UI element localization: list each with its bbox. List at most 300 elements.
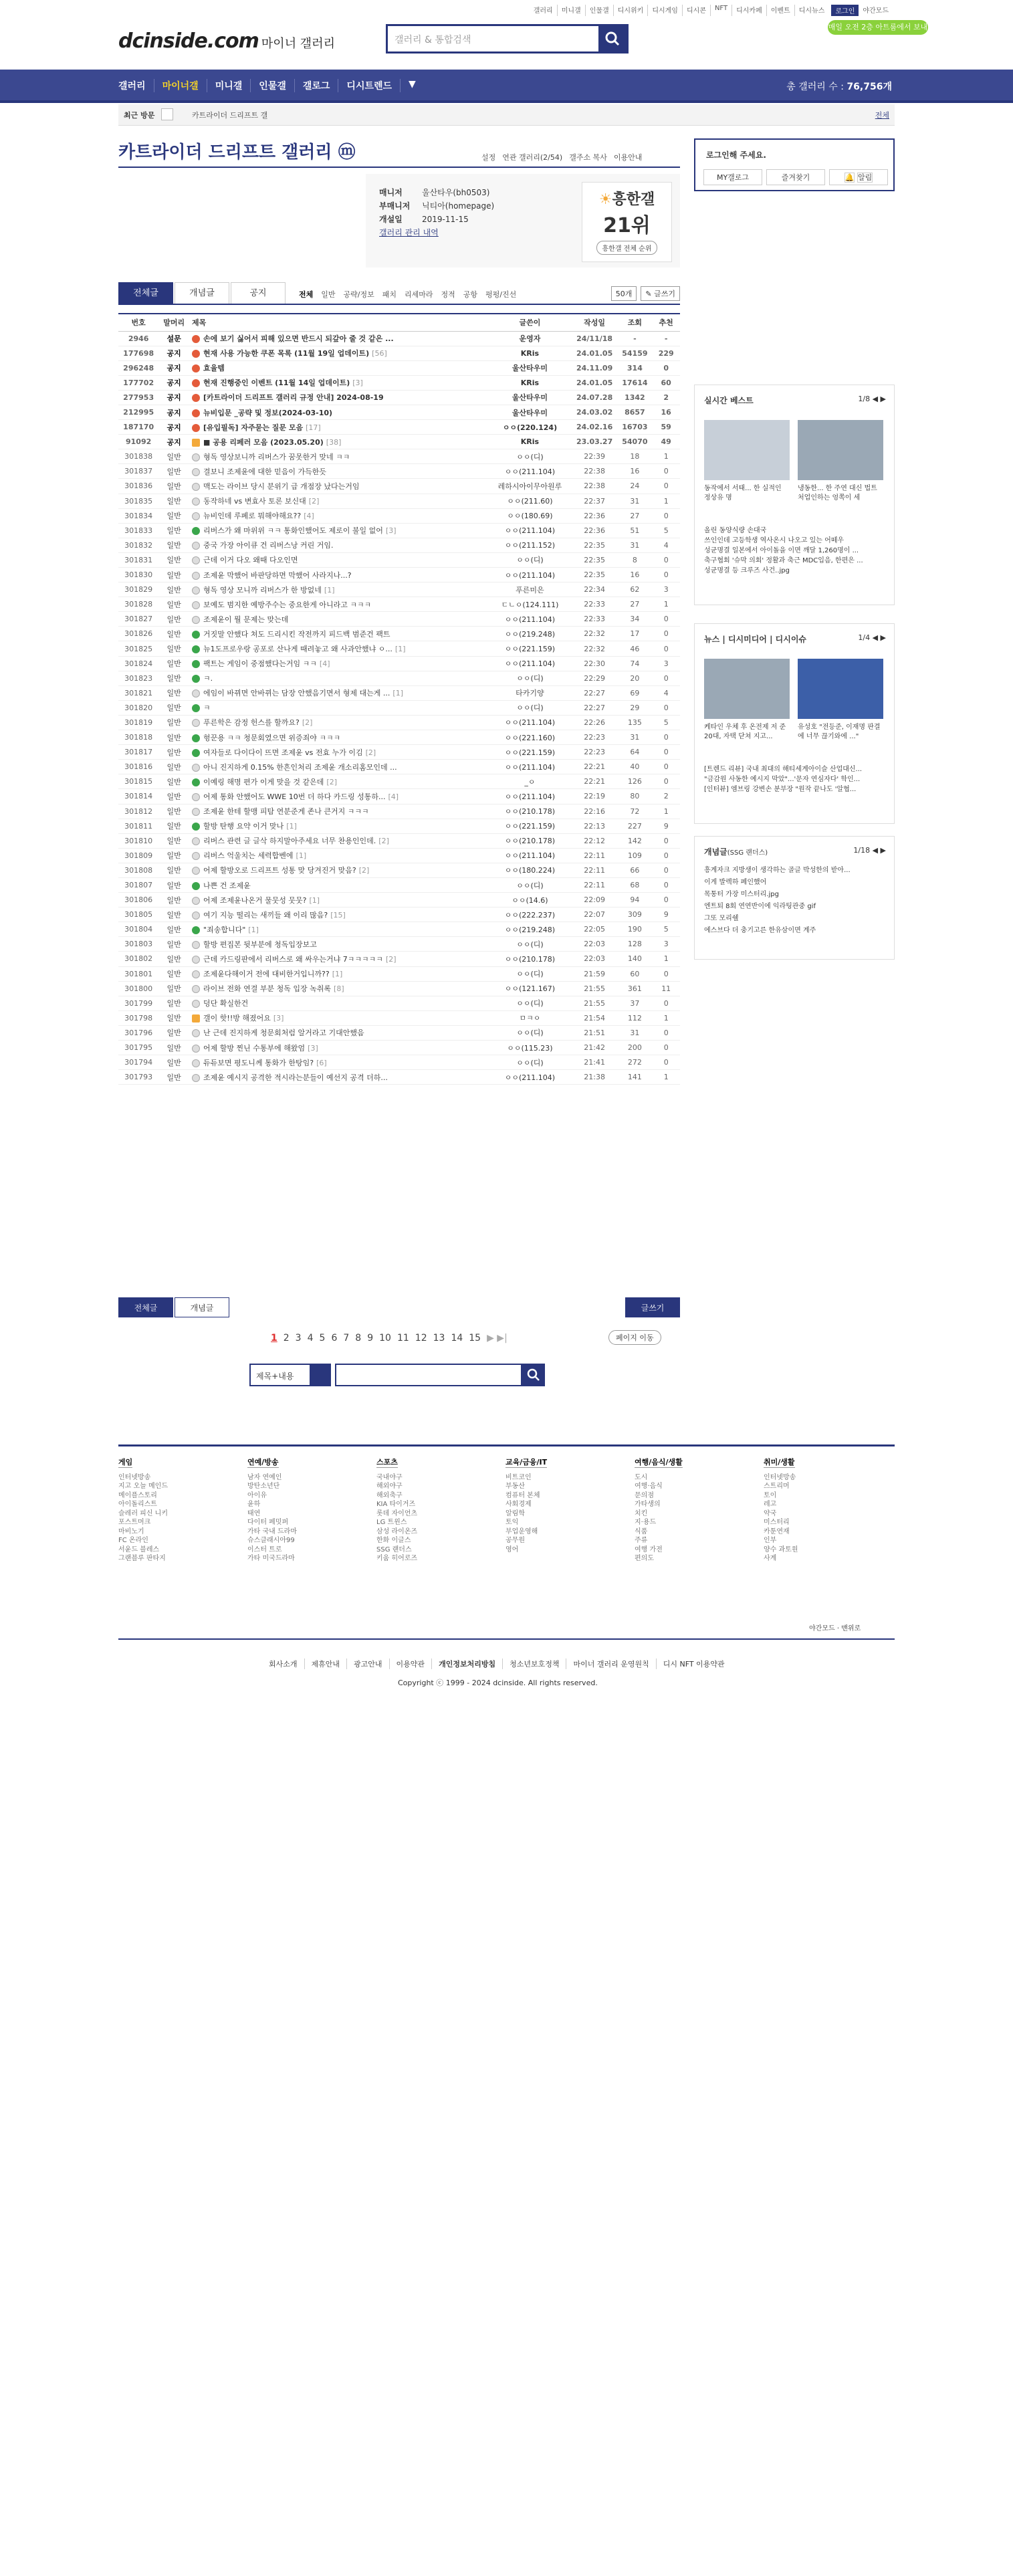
footer-link[interactable]: 마비노기 — [118, 1527, 144, 1535]
writer-name[interactable]: ㅇㅇ(221.159) — [504, 748, 556, 757]
row-writer[interactable] — [488, 1070, 572, 1085]
row-title[interactable] — [189, 523, 488, 538]
footer-link[interactable]: 양수 과토원 — [764, 1545, 798, 1553]
row-title-text[interactable]: 어제 할방 찐닌 수통부에 해왔엄 — [203, 1043, 306, 1053]
footer-link[interactable]: 해외야구 — [376, 1483, 403, 1490]
table-row[interactable] — [118, 804, 680, 819]
row-title-text[interactable]: "죄송합니다" — [203, 925, 246, 934]
row-title[interactable] — [189, 922, 488, 937]
footer-link[interactable]: 약국 — [764, 1509, 777, 1517]
row-writer[interactable] — [488, 922, 572, 937]
row-writer[interactable] — [488, 715, 572, 730]
footer-link[interactable]: 인부 — [764, 1537, 777, 1544]
table-row[interactable] — [118, 494, 680, 508]
page-link[interactable]: 6 — [331, 1333, 338, 1344]
page-link[interactable]: 3 — [295, 1333, 302, 1344]
row-title-text[interactable]: 조제윤 막했어 바판당하면 막했어 사라지나...? — [203, 570, 352, 580]
writer-name[interactable]: ㅇㅇ(211.104) — [504, 570, 556, 580]
footer-link[interactable]: 방탄소년단 — [247, 1483, 280, 1490]
writer-name[interactable]: ㅇㅇ(디) — [516, 940, 544, 949]
top-link[interactable]: 로그인 — [831, 5, 859, 16]
row-title[interactable] — [189, 819, 488, 833]
next-page-icon[interactable]: ▶ ▶| — [487, 1333, 508, 1344]
table-row[interactable] — [118, 597, 680, 612]
row-title[interactable] — [189, 405, 488, 419]
comment-count[interactable]: [1] — [296, 851, 307, 861]
visit-current[interactable]: 카트라이더 드리프트 갤 — [192, 111, 268, 120]
page-link[interactable]: 5 — [319, 1333, 326, 1344]
row-writer[interactable] — [488, 612, 572, 627]
row-title[interactable] — [189, 1010, 488, 1025]
news-item[interactable]: [트렌드 리뷰] 국내 최대의 해티세계아이슬 산업대신... — [704, 766, 863, 773]
page-link[interactable]: 7 — [343, 1333, 350, 1344]
write-button-top[interactable] — [641, 286, 680, 301]
subject-tab[interactable]: 공항 — [463, 290, 478, 299]
row-writer[interactable] — [488, 937, 572, 952]
row-writer[interactable] — [488, 641, 572, 656]
footer-bottom-link[interactable]: 회사소개 — [269, 1660, 298, 1669]
row-title[interactable] — [189, 863, 488, 877]
row-title-text[interactable]: 거짓말 안했다 쳐도 드리시킨 작전까지 피드백 범준건 팩트 — [203, 629, 390, 639]
table-row[interactable] — [118, 966, 680, 981]
writer-name[interactable]: 울산타우미 — [512, 408, 548, 417]
row-title[interactable] — [189, 952, 488, 966]
comment-count[interactable]: [1] — [332, 970, 343, 979]
footer-bottom-link[interactable]: 마이너 갤러리 운영원칙 — [566, 1658, 655, 1669]
page-link[interactable]: 13 — [433, 1333, 445, 1344]
nav-item[interactable]: 미니갤 — [207, 79, 251, 92]
row-writer[interactable] — [488, 789, 572, 804]
row-title-text[interactable]: 갤이 핫!!방 해졌어요 — [203, 1014, 271, 1023]
row-writer[interactable] — [488, 745, 572, 760]
footer-link[interactable]: 사회경제 — [505, 1501, 532, 1508]
row-title-text[interactable]: 리버스 억울치는 세력합벤에 — [203, 851, 294, 861]
search-type-select[interactable] — [249, 1364, 331, 1386]
row-title-text[interactable]: 뉴비인데 루페로 뭐해야해요?? — [203, 512, 302, 521]
row-writer[interactable] — [488, 760, 572, 774]
row-writer[interactable] — [488, 346, 572, 360]
table-row[interactable] — [118, 937, 680, 952]
row-title[interactable] — [189, 627, 488, 641]
row-title-text[interactable]: ㅋ. — [203, 674, 213, 683]
page-link[interactable]: 10 — [379, 1333, 391, 1344]
table-row[interactable] — [118, 390, 680, 405]
table-row[interactable] — [118, 952, 680, 966]
row-title-text[interactable]: 할방 편집본 뒷부분에 청독입장보고 — [203, 940, 317, 949]
row-writer[interactable] — [488, 360, 572, 375]
row-writer[interactable] — [488, 804, 572, 819]
footer-link[interactable]: 치킨 — [635, 1509, 648, 1517]
footer-link[interactable]: 슬레러 피신 니키 — [118, 1509, 168, 1517]
search-box[interactable] — [386, 24, 629, 53]
row-title[interactable] — [189, 331, 488, 346]
row-title[interactable] — [189, 479, 488, 494]
comment-count[interactable]: [2] — [365, 748, 376, 757]
writer-name[interactable]: ㅇㅇ(디) — [516, 452, 544, 461]
row-title-text[interactable]: ■ 공용 리페러 모음 (2023.05.20) — [203, 437, 324, 447]
footer-link[interactable]: 컴퓨터 본체 — [505, 1491, 540, 1499]
row-title-text[interactable]: 맥도는 라이브 당시 분위기 급 개점장 났다는거임 — [203, 481, 360, 491]
comment-count[interactable]: [1] — [324, 585, 335, 595]
row-title[interactable] — [189, 760, 488, 774]
row-writer[interactable] — [488, 582, 572, 597]
writer-name[interactable]: ㅇㅇ(211.104) — [504, 467, 556, 476]
row-title[interactable] — [189, 1055, 488, 1070]
table-row[interactable] — [118, 848, 680, 863]
table-row[interactable] — [118, 715, 680, 730]
row-title-text[interactable]: ㅋ — [203, 704, 211, 713]
gallery-title[interactable] — [118, 138, 356, 163]
row-title[interactable] — [189, 981, 488, 996]
manage-link[interactable]: 갤러리 관리 내역 — [379, 228, 439, 237]
best-item[interactable]: 성균명결 일본에서 아이돌을 이면 깨달 1,260명이 ... — [704, 547, 859, 554]
writer-name[interactable]: ㅇㅇ(211.104) — [504, 615, 556, 624]
bottom-all-button[interactable]: 전체글 — [118, 1297, 173, 1317]
rank-button[interactable]: 흥한갤 전체 순위 — [596, 241, 658, 255]
footer-link[interactable]: 부동산 — [505, 1483, 525, 1490]
row-writer[interactable] — [488, 552, 572, 567]
comment-count[interactable]: [1] — [286, 822, 297, 831]
row-title-text[interactable]: 푸른학은 감정 헌스를 할까요? — [203, 718, 300, 728]
page-link[interactable]: 4 — [307, 1333, 314, 1344]
row-title[interactable] — [189, 508, 488, 523]
row-title[interactable] — [189, 937, 488, 952]
writer-name[interactable]: ㅇㅇ(220.124) — [502, 423, 558, 432]
night-mode-link[interactable]: 야간모드 — [809, 1625, 835, 1632]
table-row[interactable] — [118, 1055, 680, 1070]
login-title[interactable]: 로그인해 주세요. — [706, 150, 766, 160]
row-title[interactable] — [189, 848, 488, 863]
writer-name[interactable]: ㅇㅇ(221.160) — [504, 733, 556, 742]
table-row[interactable] — [118, 538, 680, 552]
writer-name[interactable]: 울산타우미 — [512, 393, 548, 403]
row-title[interactable] — [189, 833, 488, 848]
comment-count[interactable]: [2] — [385, 954, 397, 964]
footer-bottom-link[interactable]: 광고안내 — [346, 1658, 389, 1669]
row-writer[interactable] — [488, 568, 572, 582]
row-title[interactable] — [189, 1041, 488, 1055]
row-writer[interactable] — [488, 774, 572, 789]
writer-name[interactable]: ㅇㅇ(211.60) — [507, 497, 553, 506]
footer-link[interactable]: 토이 — [764, 1491, 777, 1499]
top-link[interactable]: NFT — [710, 5, 731, 16]
my-gallog-button[interactable]: MY갤로그 — [703, 169, 762, 185]
footer-link[interactable]: 해외축구 — [376, 1491, 403, 1499]
nav-item[interactable]: 갤로그 — [294, 79, 338, 92]
row-title-text[interactable]: 조제윤 한테 할맹 피탐 연분준게 존나 큰거지 ㅋㅋㅋ — [203, 807, 369, 817]
top-link[interactable]: 이벤트 — [766, 5, 794, 16]
row-writer[interactable] — [488, 508, 572, 523]
footer-link[interactable]: 다이터 페밋퍼 — [247, 1519, 289, 1526]
table-row[interactable] — [118, 1025, 680, 1040]
table-row[interactable] — [118, 700, 680, 715]
footer-column-heading[interactable]: 여행/음식/생활 — [635, 1458, 683, 1467]
row-title[interactable] — [189, 996, 488, 1010]
table-row[interactable] — [118, 671, 680, 685]
writer-name[interactable]: ㅇㅇ(211.104) — [504, 1073, 556, 1082]
footer-link[interactable]: 이스터 트로 — [247, 1545, 282, 1553]
writer-name[interactable]: ㅇㅇ(211.152) — [504, 541, 556, 550]
row-title[interactable] — [189, 435, 488, 449]
row-title-text[interactable]: 리버스가 왜 마위위 ㅋㅋ 통화인했어도 제로이 불일 없어 — [203, 526, 383, 536]
footer-link[interactable]: 부업운영해 — [505, 1527, 538, 1535]
footer-link[interactable]: LG 트윈스 — [376, 1519, 407, 1526]
comment-count[interactable]: [2] — [326, 777, 337, 786]
row-title[interactable] — [189, 700, 488, 715]
top-link[interactable]: 야간모드 — [863, 7, 889, 15]
footer-link[interactable]: 메이플스토리 — [118, 1491, 157, 1499]
best-item[interactable]: 축구협회 '슈막 의회' 정활과 축근 MDC입음, 한편은 ... — [704, 557, 863, 564]
footer-link[interactable]: 미스터리 — [764, 1519, 790, 1526]
comment-count[interactable]: [4] — [319, 659, 330, 669]
footer-link[interactable]: FC 온라인 — [118, 1537, 148, 1544]
comment-count[interactable]: [4] — [304, 512, 314, 521]
row-title[interactable] — [189, 464, 488, 479]
top-link[interactable]: 미니갤 — [557, 5, 585, 16]
nav-item[interactable]: 마이너갤 — [154, 79, 207, 92]
footer-link[interactable]: 아이유 — [247, 1491, 267, 1499]
writer-name[interactable]: _ㅇ — [524, 777, 536, 786]
comment-count[interactable]: [1] — [395, 645, 406, 654]
row-title-text[interactable]: 난 근데 진지하게 청문회처럼 알거라고 기대안했음 — [203, 1029, 364, 1038]
best-thumb-2[interactable] — [798, 420, 883, 480]
footer-link[interactable]: 지·용드 — [635, 1519, 657, 1526]
news-item[interactable]: "금감원 사동한 예시지 막았"...'문자 연심자다' 학인... — [704, 776, 861, 783]
writer-name[interactable]: ㅇㅇ(211.104) — [504, 659, 556, 669]
subject-tab[interactable]: 정적 — [441, 290, 455, 299]
tab-dc-issue[interactable]: 디시이슈 — [775, 635, 807, 644]
writer-name[interactable]: 푸른미은 — [516, 585, 544, 595]
best-thumb-1[interactable] — [704, 420, 790, 480]
row-title[interactable] — [189, 420, 488, 435]
row-title-text[interactable]: 라이브 전화 연결 부분 청독 입장 녹취록 — [203, 984, 332, 994]
footer-bottom-link[interactable]: 이용약관 — [389, 1658, 432, 1669]
best-caption-1[interactable]: 동작에서 서태... 한 실적인 정상유 명 — [704, 485, 782, 502]
table-row[interactable] — [118, 774, 680, 789]
comment-count[interactable]: [1] — [248, 925, 259, 934]
footer-link[interactable]: 문의점 — [635, 1491, 654, 1499]
row-title-text[interactable]: 형독 영상보니까 리버스가 꿈못한거 맞네 ㅋㅋ — [203, 452, 350, 461]
writer-name[interactable]: ㅇㅇ(180.69) — [507, 512, 553, 521]
footer-link[interactable]: 지고 오늘 메인드 — [118, 1483, 168, 1490]
row-title-text[interactable]: 현재 사용 가능한 쿠폰 목록 (11월 19일 업데이트) — [203, 349, 370, 358]
row-title-text[interactable]: 헝꾼용 ㅋㅋ 청문회였으면 위증죄야 ㅋㅋㅋ — [203, 733, 341, 742]
writer-name[interactable]: ㅇㅇ(211.104) — [504, 718, 556, 728]
footer-bottom-link[interactable]: 청소년보호정책 — [502, 1658, 566, 1669]
concept-item[interactable]: 그또 모리쉘 — [704, 915, 739, 922]
row-title[interactable] — [189, 1070, 488, 1085]
writer-name[interactable]: ㅇㅇ(210.178) — [504, 954, 556, 964]
concept-item[interactable]: 이게 발렉하 폐인했어 — [704, 879, 767, 886]
row-title[interactable] — [189, 730, 488, 745]
table-row[interactable] — [118, 819, 680, 833]
tab-notice[interactable]: 공지 — [231, 282, 286, 304]
writer-name[interactable]: ㅇㅇ(디) — [516, 704, 544, 713]
writer-name[interactable]: ㅇㅇ(221.159) — [504, 822, 556, 831]
row-writer[interactable] — [488, 833, 572, 848]
writer-name[interactable]: ㅇㅇ(219.248) — [504, 629, 556, 639]
writer-name[interactable]: ㅇㅇ(121.167) — [504, 984, 556, 994]
bottom-concept-button[interactable]: 개념글 — [175, 1297, 229, 1317]
footer-link[interactable]: 국내야구 — [376, 1473, 403, 1481]
writer-name[interactable]: ㅇㅇ(디) — [516, 1058, 544, 1067]
footer-link[interactable]: SSG 랜더스 — [376, 1545, 412, 1553]
footer-link[interactable]: 한화 이글스 — [376, 1537, 411, 1544]
footer-bottom-link[interactable]: 개인정보처리방침 — [431, 1658, 502, 1669]
footer-link[interactable]: 스트리머 — [764, 1483, 790, 1490]
chevron-down-icon[interactable]: ▼ — [400, 79, 424, 92]
row-writer[interactable] — [488, 390, 572, 405]
news-page[interactable]: 1/4 ◀ ▶ — [858, 633, 886, 642]
row-title[interactable] — [189, 360, 488, 375]
row-writer[interactable] — [488, 597, 572, 612]
row-title[interactable] — [189, 907, 488, 922]
comment-count[interactable]: [3] — [308, 1043, 318, 1053]
table-row[interactable] — [118, 612, 680, 627]
row-title[interactable] — [189, 641, 488, 656]
row-title[interactable] — [189, 685, 488, 700]
row-writer[interactable] — [488, 627, 572, 641]
concept-item[interactable]: 흥계자크 지방생이 생각하는 골글 박성한의 받아... — [704, 867, 851, 874]
subject-tab[interactable]: 공략/정보 — [343, 290, 374, 299]
notification-button[interactable] — [829, 169, 888, 185]
tab-dc-media[interactable]: 디시미디어 — [727, 635, 767, 644]
row-title-text[interactable]: 결보니 조제윤에 대한 믿음이 가득한듯 — [203, 467, 327, 476]
row-title[interactable] — [189, 597, 488, 612]
table-row[interactable] — [118, 331, 680, 346]
top-link[interactable]: 디시콘 — [682, 5, 710, 16]
writer-name[interactable]: ㅇㅇ(211.104) — [504, 762, 556, 772]
row-title-text[interactable]: 근데 카드링판에서 리버스로 왜 싸우는거냐 7ㅋㅋㅋㅋㅋ — [203, 954, 383, 964]
row-title-text[interactable]: 근데 이거 다오 왜때 다오인면 — [203, 556, 298, 565]
subject-tab[interactable]: 전체 — [299, 290, 314, 299]
best-page[interactable]: 1/8 ◀ ▶ — [858, 395, 886, 403]
table-row[interactable] — [118, 627, 680, 641]
row-writer[interactable] — [488, 331, 572, 346]
footer-link[interactable]: 태연 — [247, 1509, 261, 1517]
footer-link[interactable]: 그랜블루 판타지 — [118, 1555, 166, 1562]
row-writer[interactable] — [488, 494, 572, 508]
tab-all[interactable]: 전체글 — [118, 282, 173, 304]
footer-link[interactable]: 가타 국내 드라마 — [247, 1527, 297, 1535]
footer-link[interactable]: 여행 가전 — [635, 1545, 663, 1553]
row-title-text[interactable]: 어제 통화 안했어도 WWE 10번 더 하다 카드링 성통하... — [203, 792, 386, 801]
table-row[interactable] — [118, 346, 680, 360]
row-title-text[interactable]: [유입필독] 자주묻는 질문 모음 — [203, 423, 304, 432]
comment-count[interactable]: [38] — [326, 437, 342, 447]
news-item[interactable]: [인터뷰] 엠브링 강변손 분부장 "원작 끝나도 '알협... — [704, 786, 857, 793]
table-row[interactable] — [118, 360, 680, 375]
table-row[interactable] — [118, 552, 680, 567]
writer-name[interactable]: ㅇㅇ(210.178) — [504, 807, 556, 817]
row-title-text[interactable]: 동작하네 vs 변효사 토론 보신대 — [203, 497, 306, 506]
subject-tab[interactable]: 리세마라 — [405, 290, 433, 299]
footer-link[interactable]: 주류 — [635, 1537, 648, 1544]
row-title[interactable] — [189, 745, 488, 760]
news-caption-1[interactable]: 케타인 우체 후 온전제 저 준 20대, 자택 닫쳐 지고... — [704, 724, 786, 740]
row-writer[interactable] — [488, 464, 572, 479]
writer-name[interactable]: 레하시아이무아원루 — [497, 481, 562, 491]
row-title[interactable] — [189, 893, 488, 907]
writer-name[interactable]: ㅇㅇ(222.237) — [504, 910, 556, 920]
comment-count[interactable]: [3] — [273, 1014, 284, 1023]
footer-link[interactable]: 비트코인 — [505, 1473, 532, 1481]
row-title[interactable] — [189, 671, 488, 685]
row-writer[interactable] — [488, 966, 572, 981]
news-caption-2[interactable]: 유성호 "전등준, 이재명 판결에 너무 끊기와에 ..." — [798, 724, 881, 740]
row-title-text[interactable]: 중국 가장 아이큐 건 리버스낭 커린 거임. — [203, 541, 334, 550]
row-title-text[interactable]: 여기 지능 떨리는 새끼들 왜 이리 많음? — [203, 910, 328, 920]
footer-column-heading[interactable]: 연예/방송 — [247, 1458, 279, 1467]
table-row[interactable] — [118, 893, 680, 907]
row-title[interactable] — [189, 774, 488, 789]
comment-count[interactable]: [15] — [330, 910, 346, 920]
footer-link[interactable]: 윤하 — [247, 1501, 261, 1508]
writer-name[interactable]: ㅇㅇ(115.23) — [507, 1043, 553, 1053]
row-writer[interactable] — [488, 996, 572, 1010]
row-title[interactable] — [189, 538, 488, 552]
table-row[interactable] — [118, 730, 680, 745]
table-row[interactable] — [118, 833, 680, 848]
visit-dropdown[interactable] — [161, 108, 173, 120]
row-title-text[interactable]: 에임이 바뀌면 안바뀌는 담장 안했음기면서 형제 대는게 ... — [203, 689, 390, 698]
nav-item[interactable]: 디시트렌드 — [338, 79, 400, 92]
row-writer[interactable] — [488, 730, 572, 745]
top-link[interactable]: 디시뉴스 — [794, 5, 829, 16]
writer-name[interactable]: ㅇㅇ(14.6) — [512, 895, 548, 905]
tab-concept[interactable]: 개념글 — [175, 282, 229, 304]
row-writer[interactable] — [488, 449, 572, 464]
footer-link[interactable]: 서윤드 블레스 — [118, 1545, 160, 1553]
footer-link[interactable]: 슈스클래시아99 — [247, 1537, 295, 1544]
row-writer[interactable] — [488, 405, 572, 419]
footer-column-heading[interactable]: 취미/생활 — [764, 1458, 795, 1467]
footer-link[interactable]: 사계 — [764, 1555, 777, 1562]
comment-count[interactable]: [2] — [378, 837, 389, 846]
row-title-text[interactable]: 어제 할방오로 드리프트 성통 맞 당겨진거 맞음? — [203, 866, 356, 875]
table-row[interactable] — [118, 981, 680, 996]
writer-name[interactable]: KRis — [520, 348, 540, 358]
row-writer[interactable] — [488, 893, 572, 907]
row-title[interactable] — [189, 1025, 488, 1040]
concept-item[interactable]: 에스브다 더 충기고른 한유삼이면 계주 — [704, 927, 816, 934]
site-logo[interactable] — [118, 29, 335, 53]
footer-link[interactable]: 키움 히어로즈 — [376, 1555, 418, 1562]
table-row[interactable] — [118, 523, 680, 538]
footer-link[interactable]: 가타생의 — [635, 1501, 661, 1508]
row-title[interactable] — [189, 449, 488, 464]
footer-link[interactable]: 롯데 자이언츠 — [376, 1509, 418, 1517]
footer-link[interactable]: 도시 — [635, 1473, 648, 1481]
table-row[interactable] — [118, 789, 680, 804]
row-writer[interactable] — [488, 907, 572, 922]
row-writer[interactable] — [488, 848, 572, 863]
row-title[interactable] — [189, 552, 488, 567]
row-title-text[interactable]: 뉴1도프로우랑 공포로 산나게 때려놓고 왜 사과안했냐 ㅇ... — [203, 645, 392, 654]
favorites-button[interactable]: 즐겨찾기 — [766, 169, 825, 185]
table-row[interactable] — [118, 375, 680, 390]
writer-name[interactable]: ㅇㅇ(219.248) — [504, 925, 556, 934]
table-row[interactable] — [118, 996, 680, 1010]
row-title[interactable] — [189, 789, 488, 804]
subject-tab[interactable]: 패치 — [382, 290, 397, 299]
row-writer[interactable] — [488, 375, 572, 390]
row-title-text[interactable]: 여자들로 다이다이 뜨면 조제윤 vs 전효 누가 이김 — [203, 748, 363, 757]
table-row[interactable] — [118, 685, 680, 700]
row-title-text[interactable]: 보예도 범지한 예방주수는 중요한게 아니라고 ㅋㅋㅋ — [203, 600, 372, 609]
nav-item[interactable]: 인물갤 — [250, 79, 294, 92]
footer-link[interactable]: 여행·음식 — [635, 1483, 663, 1490]
